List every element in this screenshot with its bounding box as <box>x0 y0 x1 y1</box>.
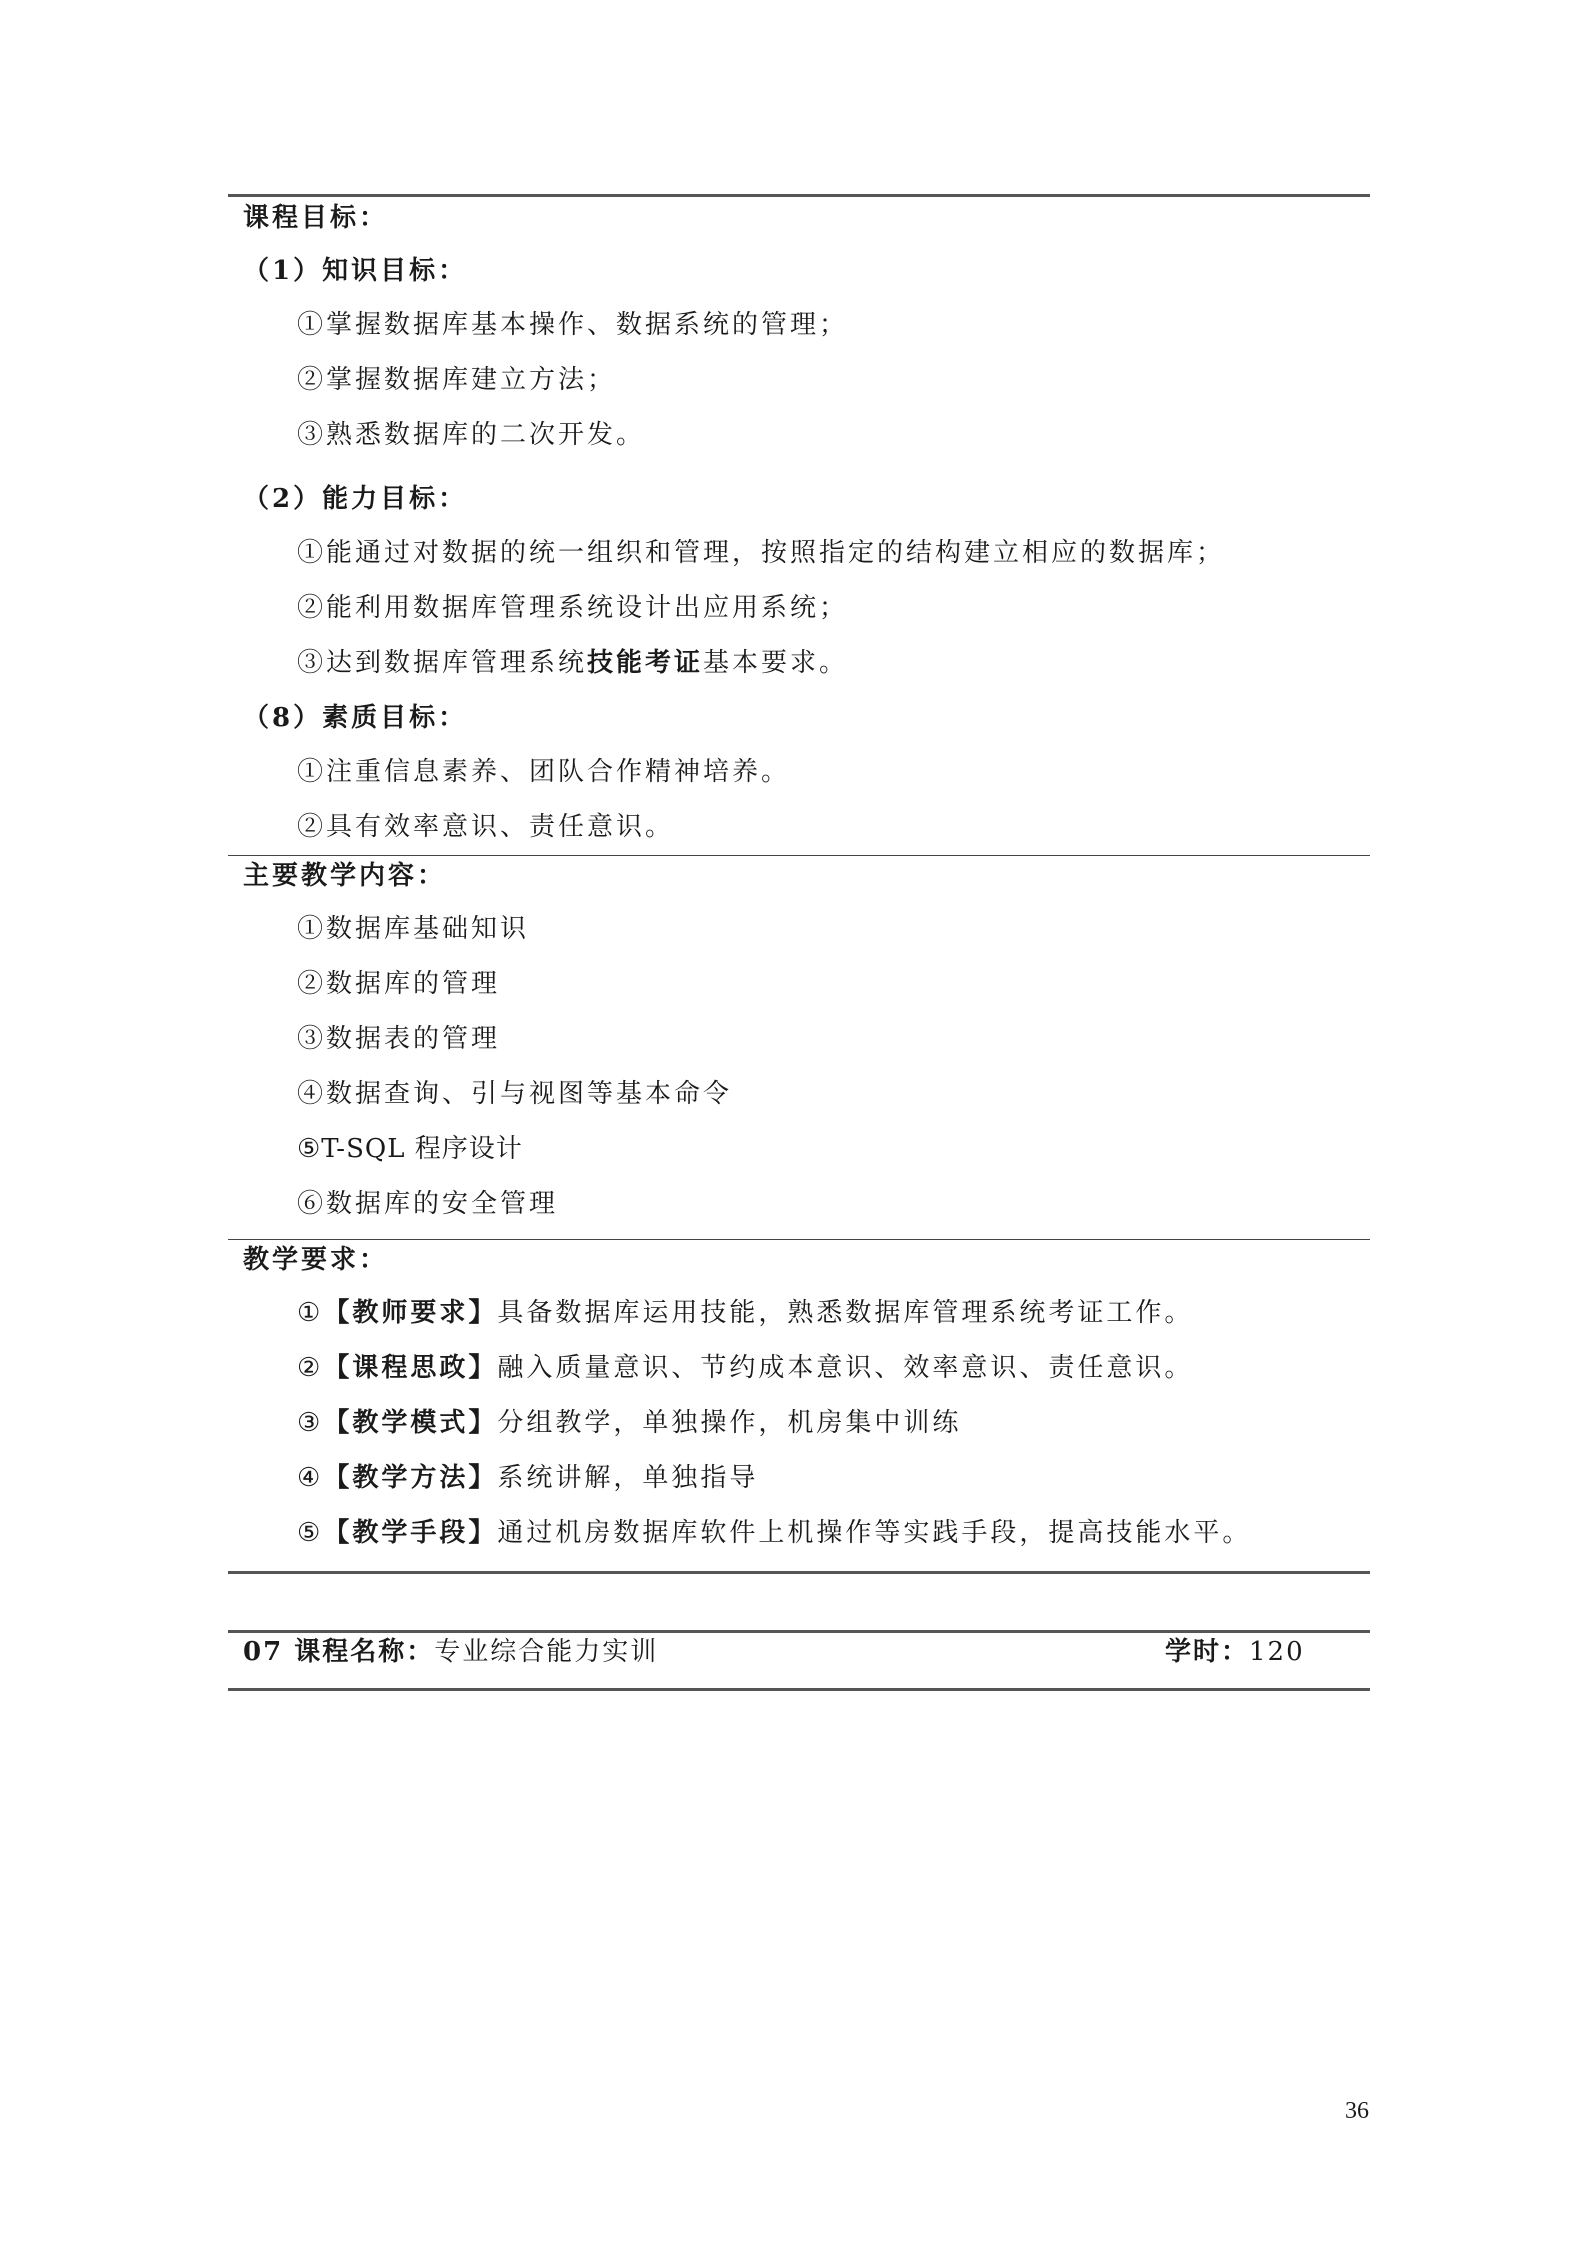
item-text: 系统讲解，单独指导 <box>497 1463 759 1493</box>
item-number: ① <box>297 1298 324 1328</box>
course-name: 专业综合能力实训 <box>434 1637 659 1667</box>
content-heading: 主要教学内容： <box>243 861 447 891</box>
hours-value: 120 <box>1249 1637 1305 1667</box>
list-item: ①数据库基础知识 <box>297 914 530 944</box>
list-item-with-emphasis <box>297 648 848 678</box>
requirement-item <box>297 1518 1251 1548</box>
requirement-item <box>297 1408 961 1438</box>
item-prefix: ③达到数据库管理系统 <box>297 648 588 678</box>
item-number: ③ <box>297 1408 324 1438</box>
list-item: ⑥数据库的安全管理 <box>297 1189 559 1219</box>
item-tag: 【教学方法】 <box>323 1463 498 1493</box>
list-item: ③数据表的管理 <box>297 1024 501 1054</box>
list-item: ④数据查询、引与视图等基本命令 <box>297 1079 733 1109</box>
section-divider <box>228 855 1370 856</box>
item-text: 通过机房数据库软件上机操作等实践手段，提高技能水平。 <box>497 1518 1252 1548</box>
list-item: ②数据库的管理 <box>297 969 501 999</box>
item-number: ④ <box>297 1463 324 1493</box>
list-item: ①掌握数据库基本操作、数据系统的管理； <box>297 310 849 340</box>
objectives-heading: 课程目标： <box>243 203 389 233</box>
item-number: ② <box>297 1353 324 1383</box>
course-row-bottom-border <box>228 1688 1370 1691</box>
next-course-row <box>243 1637 658 1667</box>
quality-objectives-title: （8）素质目标： <box>243 703 468 733</box>
course-hours <box>1165 1637 1305 1667</box>
item-tag: 【教学手段】 <box>323 1518 498 1548</box>
list-item: ①注重信息素养、团队合作精神培养。 <box>297 757 791 787</box>
section-divider <box>228 1239 1370 1240</box>
list-item: ②具有效率意识、责任意识。 <box>297 812 675 842</box>
course-name-label: 07 课程名称： <box>243 1637 435 1667</box>
item-tag: 【教学模式】 <box>323 1408 498 1438</box>
table-top-border <box>228 194 1370 197</box>
requirement-item <box>297 1353 1193 1383</box>
requirements-heading: 教学要求： <box>243 1245 389 1275</box>
list-item: ③熟悉数据库的二次开发。 <box>297 420 646 450</box>
list-item: ②能利用数据库管理系统设计出应用系统； <box>297 593 849 623</box>
course-row-top-border <box>228 1630 1370 1633</box>
ability-objectives-title: （2）能力目标： <box>243 484 468 514</box>
requirement-item <box>297 1298 1193 1328</box>
list-item: ⑤T-SQL 程序设计 <box>297 1134 523 1164</box>
item-text: 具备数据库运用技能，熟悉数据库管理系统考证工作。 <box>497 1298 1194 1328</box>
table-bottom-border <box>228 1571 1370 1574</box>
list-item: ①能通过对数据的统一组织和管理，按照指定的结构建立相应的数据库； <box>297 538 1226 568</box>
knowledge-objectives-title: （1）知识目标： <box>243 256 468 286</box>
item-emphasis: 技能考证 <box>587 648 704 678</box>
item-tag: 【课程思政】 <box>323 1353 498 1383</box>
list-item: ②掌握数据库建立方法； <box>297 365 617 395</box>
item-number: ⑤ <box>297 1518 324 1548</box>
hours-label: 学时： <box>1165 1637 1250 1667</box>
page-number: 36 <box>1345 2098 1369 2124</box>
item-text: 融入质量意识、节约成本意识、效率意识、责任意识。 <box>497 1353 1194 1383</box>
requirement-item <box>297 1463 758 1493</box>
item-text: 分组教学，单独操作，机房集中训练 <box>497 1408 962 1438</box>
item-tag: 【教师要求】 <box>323 1298 498 1328</box>
item-suffix: 基本要求。 <box>703 648 849 678</box>
